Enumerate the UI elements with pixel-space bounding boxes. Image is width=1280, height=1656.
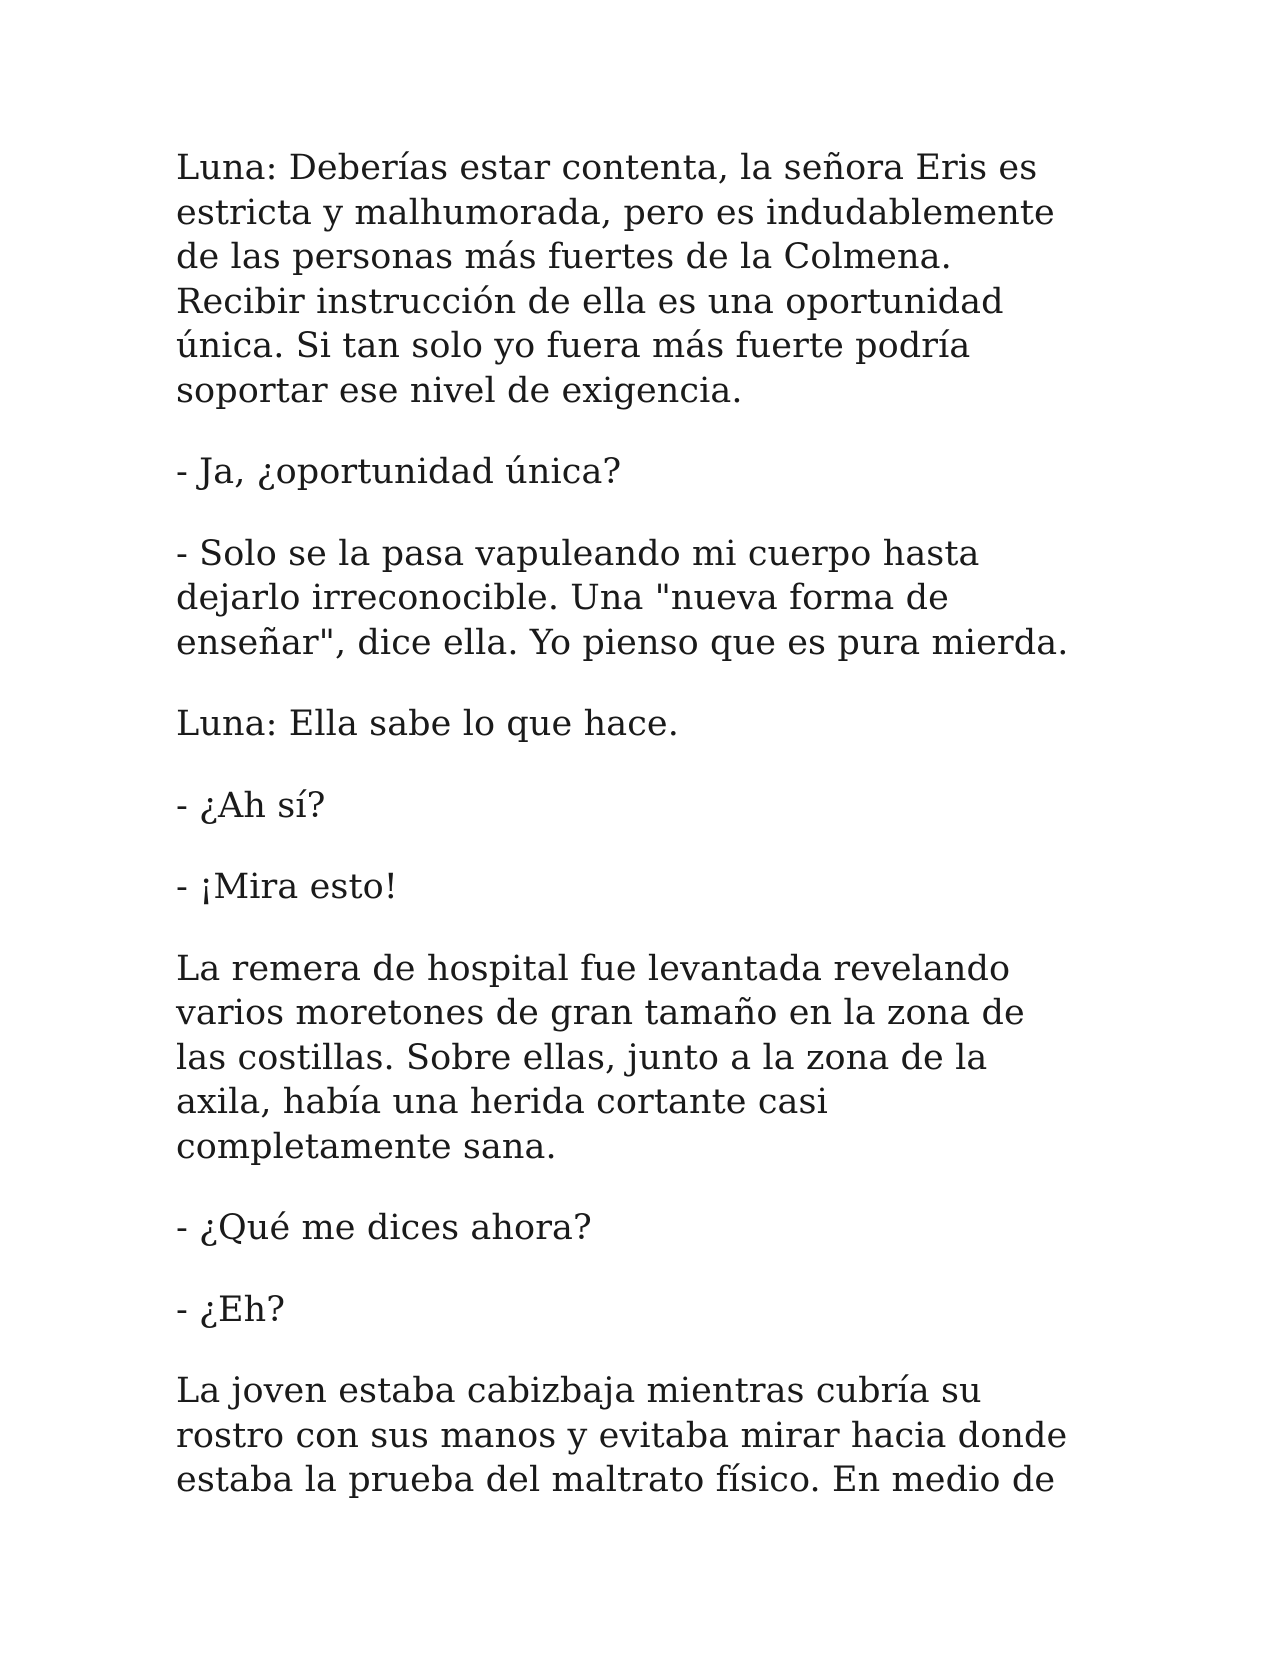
paragraph: - ¡Mira esto!: [176, 867, 398, 907]
paragraph: - ¿Eh?: [176, 1289, 286, 1330]
paragraph: La joven estaba cabizbaja mientras cubría su rostro con sus manos y evitaba mirar hacia donde estaba la prueba del maltrato físico. En medio de: [176, 1371, 1068, 1500]
paragraph: - ¿Qué me dices ahora?: [176, 1208, 592, 1248]
paragraph: Luna: Deberías estar contenta, la señora Eris es estricta y malhumorada, pero es indudablemente de las personas más fuertes de la Colmena. Recibir instrucción de ella es una oportunidad única. Si tan solo yo fuera más fuerte podría soportar ese nivel de exigencia.: [176, 148, 1055, 411]
paragraph: - Solo se la pasa vapuleando mi cuerpo hasta dejarlo irreconocible. Una "nueva forma de enseñar", dice ella. Yo pienso que es pura mierda.: [176, 533, 1069, 663]
paragraph: - Ja, ¿oportunidad única?: [176, 452, 622, 492]
paragraph: Luna: Ella sabe lo que hace.: [176, 704, 679, 744]
paragraph: La remera de hospital fue levantada revelando varios moretones de gran tamaño en la zona de las costillas. Sobre ellas, junto a la zona de la axila, había una herida cortante casi completamente sana.: [176, 948, 1025, 1167]
paragraph: - ¿Ah sí?: [176, 785, 326, 826]
body-text: [176, 146, 1186, 1540]
